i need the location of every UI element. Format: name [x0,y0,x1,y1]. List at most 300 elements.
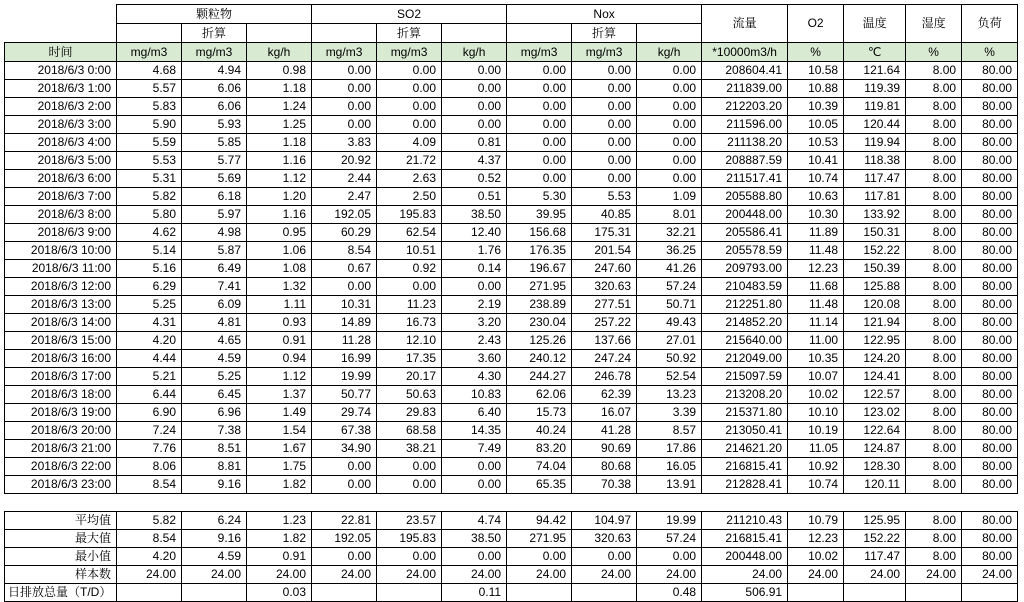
row-value: 74.04 [507,458,572,476]
row-value: 50.92 [637,350,702,368]
row-value: 1.49 [247,404,312,422]
row-value: 212828.41 [702,476,788,494]
row-value: 0.00 [377,62,442,80]
row-value: 0.67 [312,260,377,278]
row-value: 1.12 [247,368,312,386]
row-value: 5.53 [572,188,637,206]
row-value: 62.39 [572,386,637,404]
row-value: 0.00 [312,116,377,134]
summary-value: 0.00 [377,548,442,566]
row-value: 10.39 [788,98,844,116]
summary-label: 平均值 [5,512,117,530]
row-value: 8.81 [182,458,247,476]
table-row [5,206,1018,224]
row-value: 6.06 [182,98,247,116]
header-sub-so2-converted: 折算 [377,24,442,43]
row-value: 5.80 [117,206,182,224]
header-unit-11: % [788,43,844,62]
daily-total-value [507,584,572,602]
table-row [5,332,1018,350]
row-value: 80.00 [962,134,1018,152]
row-value: 11.48 [788,296,844,314]
row-value: 0.00 [312,278,377,296]
row-value: 195.83 [377,206,442,224]
row-value: 1.18 [247,80,312,98]
row-value: 0.00 [442,62,507,80]
table-row [5,62,1018,80]
row-value: 0.00 [637,116,702,134]
row-value: 0.00 [572,98,637,116]
row-value: 4.44 [117,350,182,368]
header-unit-14: % [962,43,1018,62]
header-group-flow: 流量 [702,5,788,43]
row-value: 5.14 [117,242,182,260]
row-value: 121.94 [844,314,906,332]
summary-value: 200448.00 [702,548,788,566]
row-value: 128.30 [844,458,906,476]
row-value: 27.01 [637,332,702,350]
row-value: 1.16 [247,206,312,224]
row-value: 8.00 [906,350,962,368]
row-value: 10.05 [788,116,844,134]
row-value: 11.00 [788,332,844,350]
row-value: 205586.41 [702,224,788,242]
row-value: 2.43 [442,332,507,350]
row-value: 80.00 [962,296,1018,314]
row-value: 0.00 [572,170,637,188]
row-value: 119.94 [844,134,906,152]
row-timestamp: 2018/6/3 21:00 [5,440,117,458]
spacer-cell [962,494,1018,512]
summary-value: 0.00 [637,548,702,566]
header-group-pm: 颗粒物 [117,5,312,24]
row-value: 38.50 [442,206,507,224]
summary-value: 152.22 [844,530,906,548]
row-value: 271.95 [507,278,572,296]
table-row [5,440,1018,458]
row-value: 1.11 [247,296,312,314]
spacer-cell [117,494,182,512]
row-value: 62.54 [377,224,442,242]
row-value: 246.78 [572,368,637,386]
summary-value: 19.99 [637,512,702,530]
row-value: 277.51 [572,296,637,314]
row-value: 10.51 [377,242,442,260]
row-value: 0.00 [637,170,702,188]
row-value: 7.76 [117,440,182,458]
summary-value: 24.00 [117,566,182,584]
row-value: 124.87 [844,440,906,458]
row-value: 1.20 [247,188,312,206]
summary-value: 24.00 [312,566,377,584]
row-value: 52.54 [637,368,702,386]
spacer-cell [442,494,507,512]
row-timestamp: 2018/6/3 17:00 [5,368,117,386]
row-value: 10.02 [788,386,844,404]
row-value: 11.23 [377,296,442,314]
row-value: 10.07 [788,368,844,386]
summary-label: 最小值 [5,548,117,566]
daily-total-value [377,584,442,602]
table-row [5,278,1018,296]
row-timestamp: 2018/6/3 19:00 [5,404,117,422]
header-group-nox: Nox [507,5,702,24]
row-value: 0.81 [442,134,507,152]
summary-value: 9.16 [182,530,247,548]
row-value: 10.30 [788,206,844,224]
spacer-cell [182,494,247,512]
row-value: 40.24 [507,422,572,440]
row-value: 6.40 [442,404,507,422]
row-value: 6.45 [182,386,247,404]
header-unit-1: mg/m3 [117,43,182,62]
row-value: 6.06 [182,80,247,98]
row-value: 120.11 [844,476,906,494]
row-timestamp: 2018/6/3 3:00 [5,116,117,134]
row-value: 0.00 [442,476,507,494]
row-value: 38.21 [377,440,442,458]
row-value: 122.57 [844,386,906,404]
row-value: 200448.00 [702,206,788,224]
daily-total-value [906,584,962,602]
summary-value: 80.00 [962,548,1018,566]
row-value: 80.00 [962,458,1018,476]
header-unit-4: mg/m3 [312,43,377,62]
row-value: 133.92 [844,206,906,224]
row-value: 8.00 [906,332,962,350]
row-value: 215371.80 [702,404,788,422]
row-value: 8.00 [906,98,962,116]
row-value: 5.85 [182,134,247,152]
row-value: 39.95 [507,206,572,224]
row-value: 176.35 [507,242,572,260]
row-value: 1.18 [247,134,312,152]
header-unit-12: ℃ [844,43,906,62]
row-value: 5.25 [117,296,182,314]
row-value: 14.35 [442,422,507,440]
row-value: 4.98 [182,224,247,242]
row-value: 0.00 [572,116,637,134]
row-value: 80.00 [962,422,1018,440]
header-group-o2: O2 [788,5,844,43]
daily-total-value [788,584,844,602]
row-value: 13.91 [637,476,702,494]
row-timestamp: 2018/6/3 23:00 [5,476,117,494]
row-value: 8.00 [906,116,962,134]
row-value: 4.62 [117,224,182,242]
row-value: 4.94 [182,62,247,80]
row-value: 5.25 [182,368,247,386]
row-value: 156.68 [507,224,572,242]
row-value: 0.00 [507,98,572,116]
row-value: 0.98 [247,62,312,80]
row-value: 11.48 [788,242,844,260]
row-value: 8.06 [117,458,182,476]
row-value: 8.01 [637,206,702,224]
row-timestamp: 2018/6/3 20:00 [5,422,117,440]
daily-total-value [312,584,377,602]
row-value: 14.89 [312,314,377,332]
spacer-cell [844,494,906,512]
row-value: 20.17 [377,368,442,386]
row-value: 41.28 [572,422,637,440]
table-row [5,224,1018,242]
row-value: 122.95 [844,332,906,350]
header-unit-10: *10000m3/h [702,43,788,62]
row-value: 10.88 [788,80,844,98]
table-row [5,242,1018,260]
summary-label: 样本数 [5,566,117,584]
daily-total-label: 日排放总量（T/D） [5,584,117,602]
summary-value: 24.00 [442,566,507,584]
row-value: 5.30 [507,188,572,206]
row-value: 16.99 [312,350,377,368]
header-sub-so2-1 [312,24,377,43]
row-value: 4.81 [182,314,247,332]
row-value: 0.91 [247,332,312,350]
row-value: 50.63 [377,386,442,404]
row-value: 80.00 [962,80,1018,98]
daily-total-value [117,584,182,602]
row-value: 10.31 [312,296,377,314]
row-value: 4.09 [377,134,442,152]
summary-value: 0.00 [312,548,377,566]
row-value: 0.00 [377,278,442,296]
summary-value: 0.00 [442,548,507,566]
row-value: 0.00 [442,80,507,98]
spacer-cell [572,494,637,512]
row-value: 16.07 [572,404,637,422]
header-group-humidity: 湿度 [906,5,962,43]
row-value: 6.90 [117,404,182,422]
daily-total-value: 0.48 [637,584,702,602]
row-value: 119.39 [844,80,906,98]
row-value: 50.71 [637,296,702,314]
row-value: 121.64 [844,62,906,80]
row-timestamp: 2018/6/3 4:00 [5,134,117,152]
row-timestamp: 2018/6/3 22:00 [5,458,117,476]
table-row [5,314,1018,332]
row-value: 216815.41 [702,458,788,476]
row-value: 6.09 [182,296,247,314]
row-value: 40.85 [572,206,637,224]
row-value: 1.25 [247,116,312,134]
row-value: 6.96 [182,404,247,422]
summary-value: 24.00 [507,566,572,584]
row-value: 7.24 [117,422,182,440]
row-value: 4.65 [182,332,247,350]
row-value: 0.00 [377,80,442,98]
row-value: 212203.20 [702,98,788,116]
header-sub-pm-1 [117,24,182,43]
table-row [5,476,1018,494]
row-value: 8.00 [906,386,962,404]
row-value: 17.86 [637,440,702,458]
row-value: 8.00 [906,260,962,278]
row-value: 80.00 [962,368,1018,386]
row-value: 0.00 [312,80,377,98]
summary-value: 271.95 [507,530,572,548]
row-value: 80.00 [962,224,1018,242]
summary-value: 4.59 [182,548,247,566]
row-value: 49.43 [637,314,702,332]
summary-value: 24.00 [182,566,247,584]
row-value: 10.10 [788,404,844,422]
header-sub-nox-3 [637,24,702,43]
row-value: 8.00 [906,440,962,458]
summary-value: 216815.41 [702,530,788,548]
row-value: 4.20 [117,332,182,350]
row-value: 211839.00 [702,80,788,98]
row-value: 1.06 [247,242,312,260]
row-value: 5.31 [117,170,182,188]
table-row [5,368,1018,386]
summary-value: 104.97 [572,512,637,530]
summary-value: 24.00 [962,566,1018,584]
header-group-row [5,5,1018,24]
table-row [5,134,1018,152]
row-value: 117.81 [844,188,906,206]
row-value: 0.00 [442,458,507,476]
row-value: 32.21 [637,224,702,242]
row-value: 0.00 [507,62,572,80]
row-value: 20.92 [312,152,377,170]
summary-value: 195.83 [377,530,442,548]
row-value: 0.92 [377,260,442,278]
summary-value: 24.00 [377,566,442,584]
row-value: 0.14 [442,260,507,278]
row-value: 10.35 [788,350,844,368]
row-value: 80.00 [962,206,1018,224]
row-value: 0.00 [442,278,507,296]
summary-value: 94.42 [507,512,572,530]
row-value: 8.00 [906,422,962,440]
summary-value: 1.23 [247,512,312,530]
row-value: 16.05 [637,458,702,476]
header-sub-pm-converted: 折算 [182,24,247,43]
row-value: 29.83 [377,404,442,422]
row-value: 8.54 [312,242,377,260]
row-value: 0.00 [637,62,702,80]
row-timestamp: 2018/6/3 7:00 [5,188,117,206]
row-value: 192.05 [312,206,377,224]
spacer-row [5,494,1018,512]
row-value: 7.49 [442,440,507,458]
table-row [5,296,1018,314]
row-value: 15.73 [507,404,572,422]
row-value: 3.60 [442,350,507,368]
summary-value: 0.91 [247,548,312,566]
spacer-cell [312,494,377,512]
row-value: 10.83 [442,386,507,404]
row-value: 90.69 [572,440,637,458]
row-value: 70.38 [572,476,637,494]
header-unit-3: kg/h [247,43,312,62]
spacer-cell [5,494,117,512]
row-value: 0.00 [442,98,507,116]
row-value: 57.24 [637,278,702,296]
row-value: 208887.59 [702,152,788,170]
row-value: 12.10 [377,332,442,350]
summary-label: 最大值 [5,530,117,548]
table-row [5,80,1018,98]
row-value: 8.00 [906,278,962,296]
summary-value: 24.00 [247,566,312,584]
row-value: 11.28 [312,332,377,350]
row-value: 11.89 [788,224,844,242]
daily-total-value [572,584,637,602]
row-value: 205588.80 [702,188,788,206]
row-value: 80.00 [962,350,1018,368]
row-value: 0.00 [507,116,572,134]
summary-value: 8.00 [906,512,962,530]
summary-row [5,566,1018,584]
row-value: 3.20 [442,314,507,332]
row-value: 247.60 [572,260,637,278]
row-value: 12.23 [788,260,844,278]
row-value: 1.75 [247,458,312,476]
row-value: 0.00 [572,80,637,98]
row-value: 5.57 [117,80,182,98]
row-timestamp: 2018/6/3 18:00 [5,386,117,404]
row-value: 11.14 [788,314,844,332]
row-value: 4.59 [182,350,247,368]
row-value: 137.66 [572,332,637,350]
summary-value: 117.47 [844,548,906,566]
row-value: 209793.00 [702,260,788,278]
daily-total-row [5,584,1018,602]
row-value: 122.64 [844,422,906,440]
row-value: 80.00 [962,260,1018,278]
header-corner-cell [5,5,117,24]
summary-value: 1.82 [247,530,312,548]
row-value: 150.39 [844,260,906,278]
row-value: 0.00 [312,458,377,476]
header-unit-2: mg/m3 [182,43,247,62]
summary-value: 24.00 [906,566,962,584]
header-sub-nox-1 [507,24,572,43]
emissions-report-table [4,4,1018,602]
table-row [5,458,1018,476]
row-value: 123.02 [844,404,906,422]
row-value: 5.77 [182,152,247,170]
row-value: 80.00 [962,98,1018,116]
spacer-cell [507,494,572,512]
table-row [5,386,1018,404]
daily-total-value [844,584,906,602]
summary-value: 5.82 [117,512,182,530]
row-value: 0.00 [637,134,702,152]
row-value: 7.38 [182,422,247,440]
table-row [5,116,1018,134]
summary-value: 8.00 [906,530,962,548]
row-value: 8.00 [906,206,962,224]
row-timestamp: 2018/6/3 11:00 [5,260,117,278]
row-value: 5.16 [117,260,182,278]
row-value: 5.82 [117,188,182,206]
row-value: 8.00 [906,404,962,422]
row-value: 13.23 [637,386,702,404]
row-value: 5.87 [182,242,247,260]
row-value: 244.27 [507,368,572,386]
row-value: 8.00 [906,314,962,332]
row-value: 0.00 [507,170,572,188]
row-value: 1.37 [247,386,312,404]
row-value: 8.00 [906,134,962,152]
row-value: 80.00 [962,170,1018,188]
header-group-so2: SO2 [312,5,507,24]
row-value: 8.00 [906,188,962,206]
